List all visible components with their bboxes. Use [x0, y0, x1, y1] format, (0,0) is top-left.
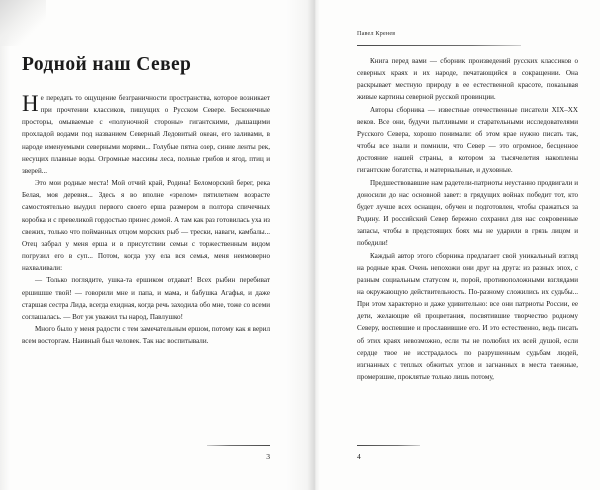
drop-cap: Н	[22, 91, 39, 116]
paragraph: Авторы сборника — известные отечественные писатели XIX–XX веков. Все они, будучи пытливыми и старательными исследователями Русского Севера, хорошо понимали: об этом крае нужно писать так, чтобы все знали и помнили, что Север — это огромное, бесценное достояние нашей страны, в котором за тысячелетия накоплены гигантские богатства, и материальные, и духовные.	[357, 105, 578, 175]
paragraph: — Только поглядите, ушка-та ершиком отдават! Всех рыбин перебиват ершишше твой! — говорили мне и папа, и мама, и бабушка Агафья, и даже старшая сестра Лида, всегда ехидная, когда речь заходила обо мне, тоже со всеми соглашалась. — Вот уж уважил ты народ, Павлушко!	[22, 276, 270, 321]
folio-rule	[207, 445, 270, 446]
paragraph: Книга перед вами — сборник произведений русских классиков о северных краях и их народе, печатающийся в сокращении. Она раскрывает местную природу в ее естественной красоте, показывая живые картины северной русской провинции.	[357, 57, 578, 102]
right-page-body	[357, 55, 578, 383]
folio-rule	[357, 445, 420, 446]
page-number: 3	[266, 452, 270, 461]
left-page-body	[22, 92, 270, 347]
paragraph: Много было у меня радости с тем замечательным ершом, потому как я верил всем восторгам. Наивный был человек. Так нас воспитывали.	[22, 324, 270, 346]
running-head: Павел Кренев	[357, 31, 396, 37]
paragraph: Каждый автор этого сборника предлагает свой уникальный взгляд на родные края. Очень непохожи они друг на друга: из разных эпох, с разным социальным статусом и, порой, противоположными взглядами на окружающую действительность. По-разному сложились их судьбы... При этом характерно и даже удивительно: все они патриоты России, ее дети, желающие ей процветания, посвятившие творчество родному Северу, воспевшие и прославившие его. И это естественно, ведь писать об этих краях невозможно, если ты не полюбил их всей душой, если сердце твое не исстрадалось по разрушенным судьбам людей, изгнанных с теплых обжитых углов и загнанных в места таежные, промерзшие, проклятые только лишь потому,	[357, 251, 578, 382]
running-head-rule	[357, 45, 521, 46]
paragraph: Это мои родные места! Мой отчий край, Родина! Беломорский берег, река Белая, моя деревня... Здесь я во вполне «зрелом» пятилетнем возрасте самостоятельно выудил первого своего ерша размером в полтора спичечных коробка и с превеликой гордостью принес домой. А там как раз готовилась уха из свежих, только что пойманных отцом морских рыб — трески, наваги, камбалы... Отец забрал у меня ерша и в присутствии семьи с торжественным видом погрузил его в суп... Потом, когда уху ела вся семья, меня неимоверно нахваливали:	[22, 179, 270, 273]
paragraph-text: е передать то ощущение безграничности пространства, которое возникает при прочтении классиков, пишущих о Русском Севере. Бесконечные просторы, омываемые с «полуночной стороны» гигантскими, дышащими прохладой водами под названием Северный Ледовитый океан, его заливами, в народе именуемыми северными морями... Голубые пятна озер, синие ленты рек, несущих плавные воды. Огромные массивы леса, полные грибов и ягод, птиц и зверей...	[22, 94, 270, 175]
page-number: 4	[357, 452, 361, 461]
paragraph: Предшествовавшие нам радетели-патриоты неустанно продвигали и доносили до нас основной завет: в грядущих войнах победит тот, кто будет лучше всех оснащен, обучен и подготовлен, чтобы сражаться за Родину. И российский Север бережно сохранил для нас сокровенные запасы, чтобы в предстоящих боях мы не ударили в грязь лицом и победили!	[357, 178, 578, 248]
paragraph	[22, 92, 270, 177]
page-title: Родной наш Север	[22, 54, 192, 75]
